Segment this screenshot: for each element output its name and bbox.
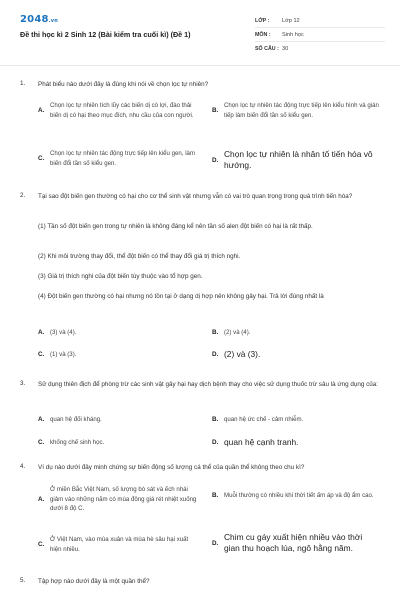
option-text: (2) và (3). — [224, 349, 261, 359]
option-c[interactable] — [38, 149, 198, 168]
logo-suffix: .vn — [48, 18, 58, 24]
statement-2: (2) Khi môi trường thay đổi, thể đột biến có thể thay đổi giá trị thích nghi. — [38, 253, 241, 260]
question-number: 1. — [20, 80, 26, 87]
meta-row-class — [255, 14, 385, 28]
statement-4: (4) Đột biến gen thường có hại nhưng nó tồn tại ở dạng dị hợp nên không gây hại. Trả lời đúng nhất là — [38, 293, 324, 300]
exam-meta — [255, 14, 385, 56]
option-text: quan hệ đối kháng. — [50, 416, 102, 423]
option-text: Ở Việt Nam, vào mùa xuân và mùa hè sâu hại xuất hiện nhiều. — [50, 536, 189, 553]
option-letter: C. — [38, 351, 45, 359]
question-text: Sử dụng thiên địch để phòng trừ các sinh vật gây hại hay dịch bệnh thay cho việc sử dụng thuốc trừ sâu là ứng dụng của: — [38, 381, 378, 388]
option-text: quan hệ cạnh tranh. — [224, 437, 299, 447]
option-text: khống chế sinh học. — [50, 439, 105, 446]
meta-value: Lớp 12 — [282, 17, 300, 24]
option-letter: D. — [212, 439, 219, 446]
exam-header — [0, 0, 400, 66]
logo-text: 2048 — [20, 14, 49, 25]
option-text: (1) và (3). — [50, 351, 77, 358]
option-letter: B. — [212, 329, 219, 337]
option-c[interactable] — [38, 350, 198, 360]
option-letter: B. — [212, 492, 219, 500]
option-letter: A. — [38, 416, 45, 424]
question-number: 3. — [20, 380, 26, 387]
meta-value: Sinh học — [282, 31, 304, 38]
option-letter: C. — [38, 541, 45, 548]
question-text: Tập hợp nào dưới đây là một quần thể? — [38, 578, 150, 585]
option-a[interactable] — [38, 415, 198, 425]
option-text: Chọn lọc tự nhiên tích lũy các biến dị có lợi, đào thải biến dị có hại theo mục đích, nhu cầu của con người. — [50, 102, 194, 119]
option-c[interactable] — [38, 535, 200, 554]
question-text: Phát biểu nào dưới đây là đúng khi nói về chọn lọc tự nhiên? — [38, 81, 209, 88]
statement-1: (1) Tần số đột biến gen trong tự nhiên là không đáng kể nên tần số alen đột biến có hại là rất thấp. — [38, 223, 313, 230]
option-letter: A. — [38, 329, 45, 337]
option-text: Chim cu gáy xuất hiện nhiều vào thời gian thu hoạch lúa, ngô hằng năm. — [224, 532, 363, 553]
option-text: (2) và (4). — [224, 329, 251, 336]
option-text: quan hệ ức chế - cảm nhiễm. — [224, 416, 304, 423]
option-d[interactable] — [212, 349, 380, 360]
option-letter: D. — [212, 539, 219, 547]
option-letter: D. — [212, 156, 219, 164]
option-d[interactable] — [212, 532, 380, 554]
option-letter: C. — [38, 155, 45, 162]
question-text: Tại sao đột biến gen thường có hại cho cơ thể sinh vật nhưng vẫn có vai trò quan trọng trong quá trình tiến hóa? — [38, 193, 353, 200]
option-d[interactable] — [212, 149, 380, 171]
question-text: Ví dụ nào dưới đây minh chứng sự biến động số lượng cá thể của quần thể không theo chu kì? — [38, 464, 305, 471]
option-b[interactable] — [212, 328, 380, 338]
option-text: Muỗi thường có nhiều khi thời tiết ấm áp và độ ẩm cao. — [224, 492, 374, 499]
option-letter: A. — [38, 107, 45, 114]
meta-key: MÔN : — [255, 31, 271, 38]
option-a[interactable] — [38, 328, 198, 338]
meta-value: 30 — [282, 46, 289, 52]
option-letter: B. — [212, 107, 219, 114]
option-letter: C. — [38, 439, 45, 447]
option-text: Chọn lọc tự nhiên tác động trực tiếp lên kiểu hình và gián tiếp làm biến đổi tần số kiểu gen. — [224, 102, 379, 119]
option-c[interactable] — [38, 438, 198, 448]
option-text: Ở miền Bắc Việt Nam, số lượng bò sát và ếch nhái giảm vào những năm có mùa đông giá rét nhiệt xuống dưới 8 độ C. — [50, 486, 197, 512]
meta-key: SỐ CÂU : — [255, 46, 279, 52]
option-b[interactable] — [212, 101, 380, 120]
option-letter: D. — [212, 351, 219, 358]
meta-key: LỚP : — [255, 17, 270, 24]
option-text: Chọn lọc tự nhiên tác động trực tiếp lên kiểu gen, làm biến đổi tần số kiểu gen. — [50, 150, 196, 167]
option-text: (3) và (4). — [50, 329, 77, 336]
meta-row-count — [255, 42, 385, 56]
option-a[interactable] — [38, 485, 200, 514]
option-b[interactable] — [212, 415, 380, 425]
option-d[interactable] — [212, 437, 380, 448]
meta-row-subject — [255, 28, 385, 42]
question-number: 5. — [20, 577, 26, 584]
question-number: 4. — [20, 463, 26, 470]
option-b[interactable] — [212, 491, 380, 501]
exam-title: Đề thi học kì 2 Sinh 12 (Bài kiểm tra cuối kì) (Đề 1) — [20, 30, 191, 39]
option-text: Chọn lọc tự nhiên là nhân tố tiến hóa vô hướng. — [224, 149, 373, 170]
option-a[interactable] — [38, 101, 198, 120]
statement-3: (3) Giá trị thích nghi của đột biến tùy thuộc vào tổ hợp gen. — [38, 273, 203, 280]
option-letter: A. — [38, 495, 45, 503]
question-number: 2. — [20, 192, 26, 199]
option-letter: B. — [212, 416, 219, 424]
